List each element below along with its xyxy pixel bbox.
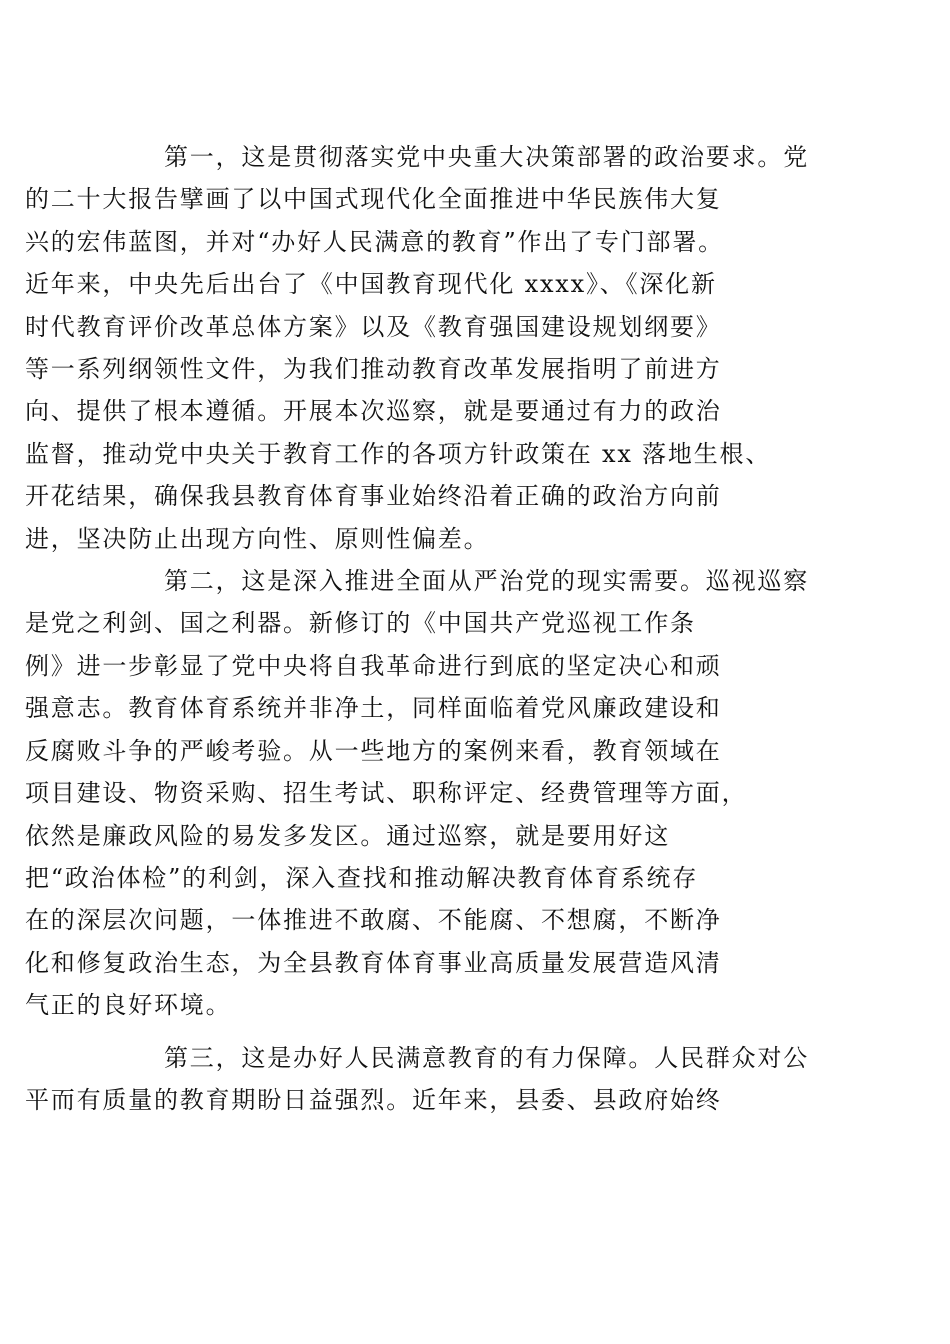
text-line: 化和修复政治生态，为全县教育体育事业高质量发展营造风清 <box>25 948 722 977</box>
text-line: 兴的宏伟蓝图，并对“办好人民满意的教育”作出了专门部署。 <box>25 227 724 256</box>
text-line: 例》进一步彰显了党中央将自我革命进行到底的坚定决心和顽 <box>25 651 722 680</box>
text-line: 开花结果，确保我县教育体育事业始终沿着正确的政治方向前 <box>25 482 722 511</box>
text-line: 在的深层次问题，一体推进不敢腐、不能腐、不想腐，不断净 <box>25 906 722 935</box>
text-line: 进，坚决防止出现方向性、原则性偏差。 <box>25 524 490 553</box>
document-body <box>25 136 844 1121</box>
text-line: 第三，这是办好人民满意教育的有力保障。人民群众对公 <box>164 1043 809 1072</box>
text-line: 第二，这是深入推进全面从严治党的现实需要。巡视巡察 <box>164 567 809 596</box>
text-line: 依然是廉政风险的易发多发区。通过巡察，就是要用好这 <box>25 821 670 850</box>
text-line: 向、提供了根本遵循。开展本次巡察，就是要通过有力的政治 <box>25 397 722 426</box>
text-line: 等一系列纲领性文件，为我们推动教育改革发展指明了前进方 <box>25 355 722 384</box>
text-line: 气正的良好环境。 <box>25 991 232 1020</box>
text-line: 平而有质量的教育期盼日益强烈。近年来，县委、县政府始终 <box>25 1085 722 1114</box>
paragraph-second <box>25 560 844 1026</box>
text-line: 项目建设、物资采购、招生考试、职称评定、经费管理等方面， <box>25 779 748 808</box>
paragraph-third <box>25 1037 844 1122</box>
text-line: 是党之利剑、国之利器。新修订的《中国共产党巡视工作条 <box>25 609 696 638</box>
text-line: 第一，这是贯彻落实党中央重大决策部署的政治要求。党 <box>164 143 809 171</box>
text-line: 反腐败斗争的严峻考验。从一些地方的案例来看，教育领域在 <box>25 736 722 765</box>
text-line: 近年来，中央先后出台了《中国教育现代化 xxxx》、《深化新 <box>25 270 717 299</box>
text-line: 强意志。教育体育系统并非净土，同样面临着党风廉政建设和 <box>25 694 722 723</box>
paragraph-first <box>25 136 844 560</box>
text-line: 监督，推动党中央关于教育工作的各项方针政策在 xx 落地生根、 <box>25 439 772 468</box>
text-line: 时代教育评价改革总体方案》以及《教育强国建设规划纲要》 <box>25 312 722 341</box>
text-line: 把“政治体检”的利剑，深入查找和推动解决教育体育系统存 <box>25 863 699 892</box>
text-line: 的二十大报告擘画了以中国式现代化全面推进中华民族伟大复 <box>25 185 722 214</box>
